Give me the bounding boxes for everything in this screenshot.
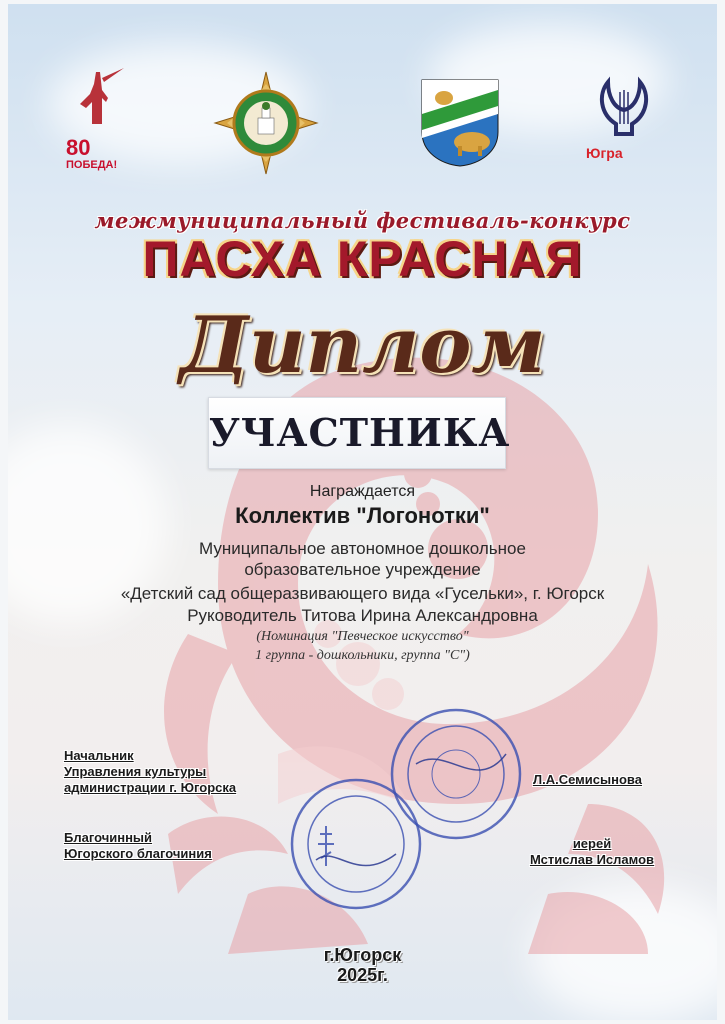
nomination-line: (Номинация "Певческое искусство" (256, 629, 469, 644)
signatory-line: Благочинный (64, 830, 153, 845)
ugra-lyre-logo (594, 74, 654, 144)
city-crest-logo (418, 76, 502, 168)
motherland-statue-icon (66, 68, 126, 138)
victory-80-logo (66, 68, 126, 138)
institution-line: образовательное учреждение (244, 560, 481, 579)
victory-80-word: ПОБЕДА! (66, 159, 118, 171)
festival-subtitle: межмуниципальный фестиваль-конкурс (94, 208, 631, 233)
signatory-line: Начальник (64, 748, 134, 763)
participant-label: УЧАСТНИКА (209, 410, 511, 455)
footer-city: г.Югорск (323, 945, 402, 965)
signatory-line: Управления культуры (64, 764, 207, 779)
festival-title: ПАСХА КРАСНАЯ (142, 231, 583, 287)
diploma-sheet (8, 4, 717, 1020)
victory-80-caption (66, 135, 118, 172)
round-stamp-diocese (286, 774, 426, 914)
participant-plaque (208, 397, 511, 469)
signatory-line: администрации г. Югорска (64, 780, 237, 795)
lyre-icon (594, 74, 654, 144)
awarded-label: Награждается (309, 483, 416, 500)
signatory-dean-title (64, 830, 212, 862)
signatory-line: иерей (572, 836, 612, 851)
institution-line: Муниципальное автономное дошкольное (199, 539, 526, 558)
signatory-line: Югорского благочиния (64, 846, 212, 861)
diocese-emblem-logo (213, 70, 319, 176)
signatory-culture-title (64, 748, 236, 796)
cathedral-emblem-icon (213, 70, 319, 176)
diploma-title: Диплом (179, 300, 546, 391)
group-line: 1 группа - дошкольники, группа "С") (255, 648, 470, 663)
signatory-culture-name: Л.А.Семисынова (533, 772, 642, 787)
footer-year: 2025г. (337, 965, 388, 985)
signatory-line: Мстислав Исламов (530, 852, 655, 867)
victory-80-number: 80 (66, 135, 91, 160)
signatory-dean-name (530, 836, 654, 868)
collective-name: Коллектив "Логонотки" (235, 503, 490, 528)
yugorsk-crest-icon (418, 76, 502, 168)
institution-line: «Детский сад общеразвивающего вида «Гусельки», г. Югорск (120, 584, 605, 603)
leader-line: Руководитель Титова Ирина Александровна (187, 606, 538, 625)
ugra-word: Югра (586, 145, 623, 161)
